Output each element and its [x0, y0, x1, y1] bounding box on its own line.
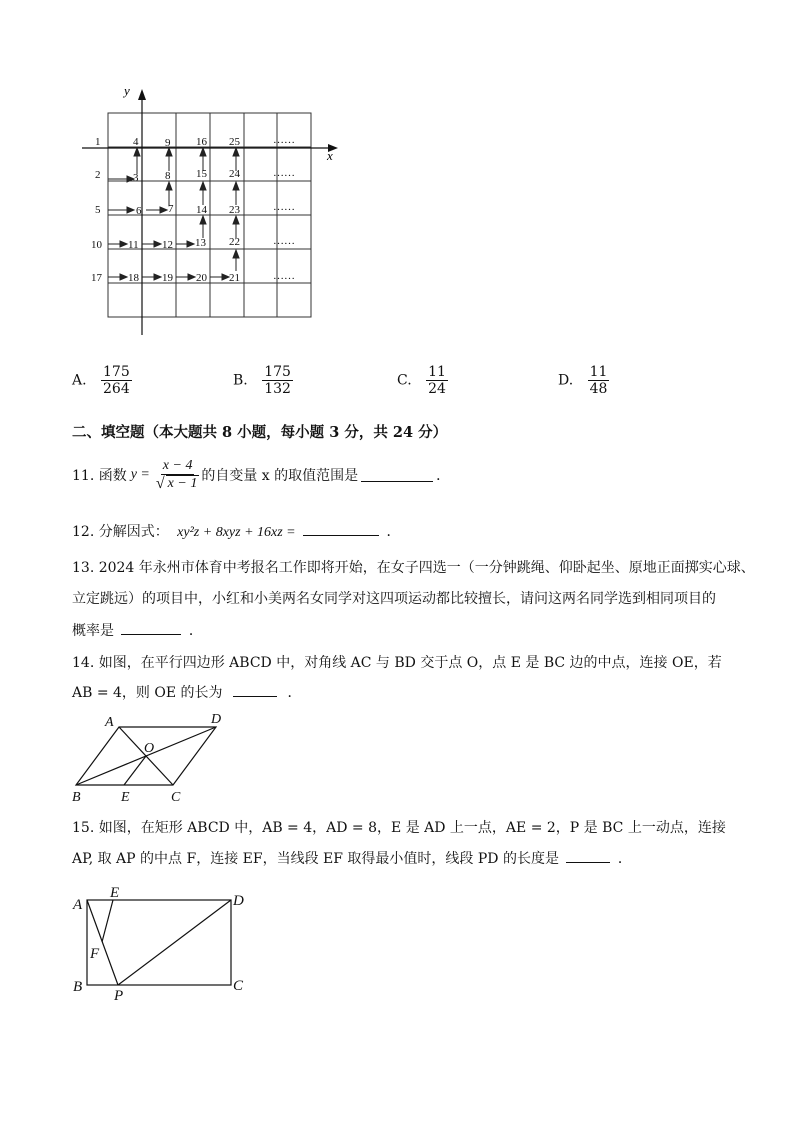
grid-cell: 12	[162, 239, 173, 251]
q13-answer-blank[interactable]	[121, 622, 181, 635]
grid-cell: 19	[162, 272, 173, 284]
option-c-label: C.	[397, 372, 412, 389]
grid-cell: 22	[229, 236, 240, 248]
question-14-line-2	[72, 682, 301, 702]
rectangle-abcd	[87, 900, 231, 985]
grid-cell: 7	[168, 203, 174, 215]
segment-ef	[102, 900, 113, 942]
option-d-label: D.	[558, 372, 574, 389]
q13-line-3-prefix: 概率是	[72, 623, 114, 639]
option-a-denominator: 264	[103, 381, 130, 397]
grid-cell: 9	[165, 137, 171, 149]
option-a	[72, 364, 132, 397]
question-13-line-3	[72, 620, 203, 640]
label-f: F	[90, 946, 100, 962]
option-b	[233, 364, 293, 397]
grid-cell: 6	[136, 205, 142, 217]
segment-pd	[118, 900, 231, 985]
grid-cell: 17	[91, 272, 102, 284]
grid-numbers	[91, 134, 295, 284]
option-b-label: B.	[233, 372, 248, 389]
option-d	[558, 364, 609, 397]
q11-suffix: 的自变量 x 的取值范围是	[201, 468, 359, 484]
grid-cell: 5	[95, 204, 101, 216]
option-c-numerator: 11	[428, 364, 446, 380]
grid-cell: 11	[128, 239, 139, 251]
grid-cell: ……	[273, 201, 295, 213]
q11-fraction	[154, 458, 201, 492]
grid-figure	[70, 80, 360, 340]
label-e: E	[110, 885, 120, 901]
grid-cell: ……	[273, 134, 295, 146]
grid-cell: 8	[165, 170, 171, 182]
q12-prefix: 12. 分解因式：	[72, 524, 169, 540]
q11-answer-blank[interactable]	[361, 469, 433, 482]
option-a-label: A.	[72, 372, 87, 389]
grid-cell: 24	[229, 168, 240, 180]
question-14-line-1: 14. 如图，在平行四边形 ABCD 中，对角线 AC 与 BD 交于点 O，点 E 是 BC 边的中点，连接 OE，若	[72, 655, 722, 671]
q11-numerator: x − 4	[162, 458, 193, 473]
question-13-line-2: 立定跳远）的项目中，小红和小美两名女同学对这四项运动都比较擅长，请问这两名同学选到相同项目的	[72, 591, 716, 607]
q12-expression: xy²z + 8xyz + 16xz =	[177, 525, 296, 540]
grid-cell: 15	[196, 168, 207, 180]
option-d-denominator: 48	[589, 381, 608, 397]
grid-cell: ……	[273, 270, 295, 282]
label-c: C	[233, 978, 244, 994]
q11-prefix: 11. 函数	[72, 468, 127, 484]
q14-end: ．	[287, 685, 302, 701]
option-b-fraction	[262, 364, 293, 397]
label-o: O	[144, 741, 155, 756]
label-b: B	[72, 790, 81, 805]
section-2-heading: 二、填空题（本大题共 8 小题，每小题 3 分，共 24 分）	[72, 424, 448, 441]
question-11	[72, 458, 450, 492]
grid-cell: 21	[229, 272, 240, 284]
label-e: E	[121, 790, 130, 805]
q12-answer-blank[interactable]	[303, 523, 379, 536]
option-c-denominator: 24	[428, 381, 446, 397]
grid-cell: 20	[196, 272, 207, 284]
question-15-line-1: 15. 如图，在矩形 ABCD 中，AB = 4，AD = 8，E 是 AD 上一点，AE = 2，P 是 BC 上一动点，连接	[72, 820, 726, 836]
segment-ap	[87, 900, 118, 985]
path-arrows	[108, 148, 239, 280]
grid-cell: ……	[273, 235, 295, 247]
y-axis-arrow-icon	[138, 89, 146, 100]
option-c	[397, 364, 448, 397]
option-a-fraction	[101, 364, 132, 397]
grid-cell: 23	[229, 204, 240, 216]
rectangle-figure	[66, 880, 266, 1004]
option-c-fraction	[426, 364, 448, 397]
grid-cell: ……	[273, 167, 295, 179]
q15-line-2-prefix: AP, 取 AP 的中点 F，连接 EF，当线段 EF 取得最小值时，线段 PD 的长度是	[72, 851, 559, 867]
q14-answer-blank[interactable]	[233, 684, 277, 697]
q15-end: ．	[617, 851, 632, 867]
option-a-numerator: 175	[103, 364, 130, 380]
x-axis-label: x	[327, 148, 333, 163]
grid-cell: 1	[95, 136, 101, 148]
label-d: D	[211, 712, 222, 727]
question-13-line-1: 13. 2024 年永州市体育中考报名工作即将开始，在女子四选一（一分钟跳绳、仰卧起坐、原地正面掷实心球、	[72, 560, 755, 576]
option-d-numerator: 11	[589, 364, 608, 380]
grid-cell: 13	[195, 237, 206, 249]
grid-cell: 25	[229, 136, 240, 148]
q11-y-eq: y =	[130, 467, 150, 482]
q15-answer-blank[interactable]	[566, 850, 610, 863]
label-a: A	[73, 897, 83, 913]
option-b-numerator: 175	[264, 364, 291, 380]
q11-denominator	[154, 475, 201, 492]
option-d-fraction	[588, 364, 610, 397]
label-c: C	[171, 790, 181, 805]
sqrt-icon: √	[155, 474, 165, 492]
label-d: D	[233, 893, 244, 909]
label-b: B	[73, 979, 83, 995]
grid-cell: 18	[128, 272, 139, 284]
grid-cell: 10	[91, 239, 102, 251]
y-axis-label: y	[124, 83, 130, 98]
q11-radicand: x − 1	[167, 476, 198, 491]
option-b-denominator: 132	[264, 381, 291, 397]
parallelogram-figure	[60, 708, 240, 808]
question-15-line-2	[72, 848, 632, 868]
q11-end: ．	[436, 468, 451, 484]
q13-end: ．	[188, 623, 203, 639]
label-p: P	[114, 988, 124, 1004]
grid-cell: 16	[196, 136, 207, 148]
grid-cell: 4	[133, 136, 139, 148]
q12-end: ．	[386, 524, 401, 540]
question-12	[72, 521, 401, 541]
label-a: A	[105, 715, 114, 730]
grid-cell: 14	[196, 204, 207, 216]
grid-cell: 2	[95, 169, 101, 181]
q14-line-2-prefix: AB = 4，则 OE 的长为	[72, 685, 223, 701]
grid-cell: 3	[133, 172, 139, 184]
